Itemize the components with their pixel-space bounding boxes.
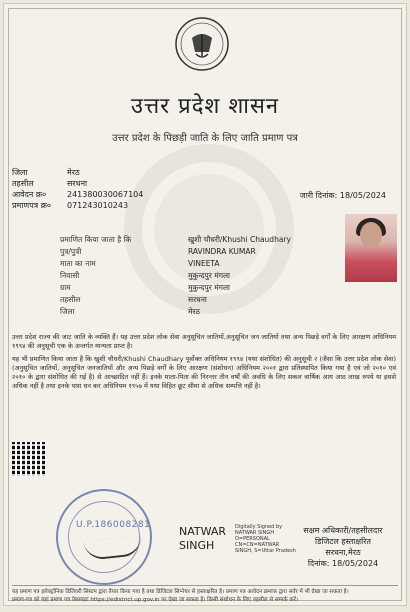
meta-row: आवेदन क्र० 241380030067104 [12,190,144,199]
meta-row: जिला मेरठ [12,168,80,177]
detail-row: तहसील सरधना [60,295,207,304]
issue-date: जारी दिनांक: 18/05/2024 [299,191,386,200]
detail-row: प्रमाणित किया जाता है कि खुशी चौधरी/Khushi Chaudhary [60,235,291,244]
certificate-paragraph-1: उत्तर प्रदेश राज्य की जाट जाति के व्यक्ति हैं। यह उत्तर प्रदेश लोक सेवा अनुसूचित जातियों,अनुसूचित जन जातियों तथा अन्य पिछड़े वर्गों के लिए आरक्षण अधिनियम १९९४ की अनुसूची एक के अन्तर्गत मान्यता प्राप्त है। [12,333,396,350]
certificate-paragraph-2: यह भी प्रमाणित किया जाता है कि खुशी चौधरी/Khushi Chaudhary पूर्वोक्त अधिनियम १९९४ (यथा संशोधित) की अनुसूची २ (जैसा कि उत्तर प्रदेश लोक सेवा)(अनुसूचित जातियों, अनुसूचित जनजातियों और अन्य पिछड़े वर्गों के लिए आरक्षण (संशोधन) अधिनियम २००१ द्वारा प्रतिस्थापित किया गया है एवं जो २०१० एवं २०१० के द्वारा संशोधित की गई है) से आच्छादित नहीं हैं। इनके माता-पिता की निरन्तर तीन वर्षों की अवधि के लिए सकल वार्षिक आय आठ लाख रुपये या इससे अधिक नहीं है तथा इनके पास धन कर अधिनियम १९५७ में यथा विहित छूट सीमा से अधिक सम्पत्ति नहीं है। [12,355,396,390]
page-title: उत्तर प्रदेश शासन [130,94,280,119]
detail-row: जिला मेरठ [60,307,200,316]
meta-row: तहसील सरधना [12,179,88,188]
page-subtitle: उत्तर प्रदेश के पिछड़ी जाति के लिए जाति प्रमाण पत्र [112,133,298,144]
detail-row: ग्राम मुकुन्दपुर मंगला [60,283,230,292]
certificate-page [3,3,407,606]
seal-code: U.P.186008281 [76,520,151,530]
detail-row: पुत्र/पुत्री RAVINDRA KUMAR [60,247,256,256]
meta-block [12,167,143,211]
issuing-authority: सक्षम अधिकारी/तहसीलदार डिजिटल हस्ताक्षरित सरधना,मेरठ दिनांक: 18/05/2024 [303,526,383,568]
signer-name: NATWAR SINGH [179,525,227,552]
meta-row: प्रमाणपत्र क्र० 071243010243 [12,201,129,210]
up-emblem-icon [174,16,230,72]
digital-signature-details: Digitally Signed by NATWAR SINGH O=PERSONAL CN=CN=NATWAR SINGH, S=Uttar Pradesh [235,524,296,554]
applicant-photo [345,214,397,282]
detail-row: माता का नाम VINEETA [60,259,220,268]
footer-divider [12,585,398,586]
detail-row: निवासी मुकुन्दपुर मंगला [60,271,230,280]
footer-note: यह प्रमाण पत्र इलेक्ट्रॉनिक डिलिवरी सिस्टम द्वारा तैयार किया गया है तथा डिजिटल सिग्नेचर से हस्ताक्षरित है। प्रमाण पत्र आवेदन क्रमांक द्वारा सर्वर में भी देखा जा सकता है। प्रमाण-पत्र को यहां प्रमाण पत्र वेबसाइट https://edistrict.up.gov.in पर देखा जा सकता है। किसी संशोधन के लिए तहसील से सम्पर्क करें। [12,589,349,603]
details-block [60,234,291,318]
